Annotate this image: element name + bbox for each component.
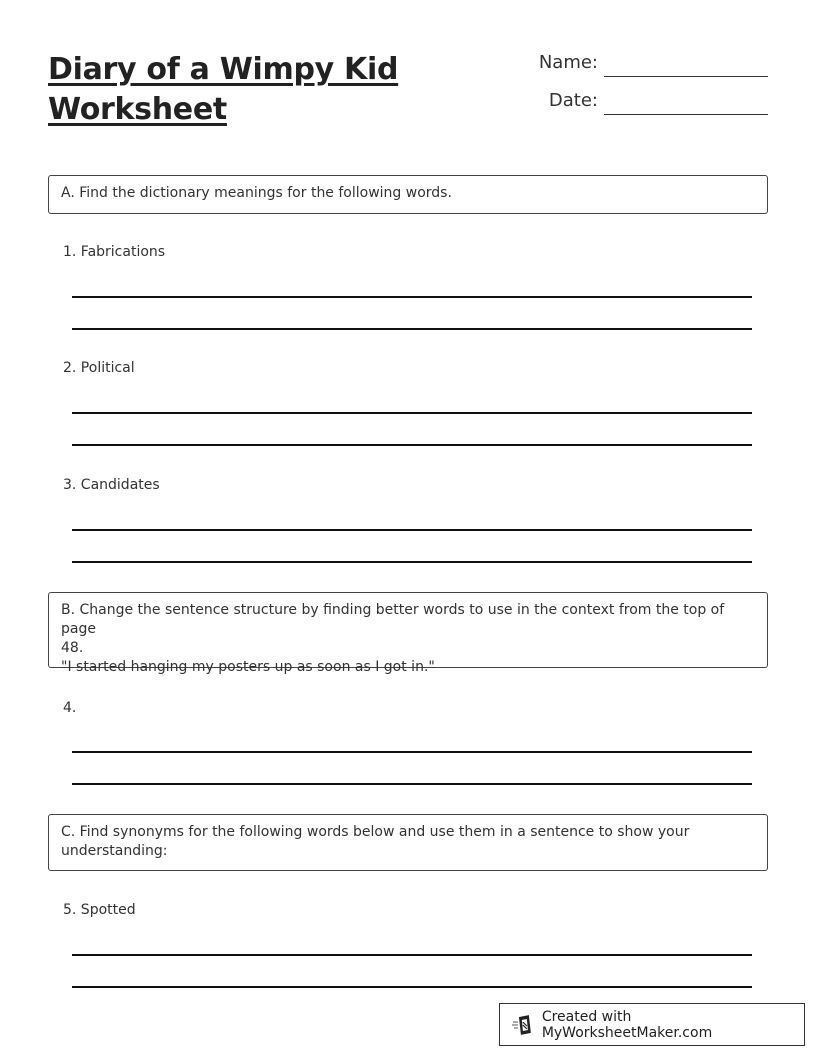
section-b-line-1: B. Change the sentence structure by finding better words to use in the context from the top of page: [61, 602, 725, 637]
worksheet-maker-logo-icon: [512, 1014, 534, 1036]
question-4-label: 4.: [63, 700, 77, 716]
date-label: Date:: [548, 90, 598, 111]
name-label: Name:: [538, 52, 598, 73]
answer-line-5b[interactable]: [72, 986, 752, 988]
footer-badge: [499, 1003, 805, 1046]
date-label-wrap: [500, 90, 598, 114]
section-c-line-1: C. Find synonyms for the following words below and use them in a sentence to show your: [61, 824, 690, 840]
question-3-label: 3. Candidates: [63, 477, 160, 493]
answer-line-2b[interactable]: [72, 444, 752, 446]
footer-text: Created with MyWorksheetMaker.com: [541, 1008, 713, 1041]
section-b-instruction: [48, 592, 768, 675]
answer-line-1b[interactable]: [72, 328, 752, 330]
name-field[interactable]: [604, 76, 768, 77]
date-field[interactable]: [604, 114, 768, 115]
question-2-label: 2. Political: [63, 360, 135, 376]
name-label-wrap: [500, 52, 598, 76]
section-c-line-2: understanding:: [61, 843, 168, 859]
section-c-instruction: [48, 814, 768, 871]
answer-line-2a[interactable]: [72, 412, 752, 414]
answer-line-3b[interactable]: [72, 561, 752, 563]
answer-line-1a[interactable]: [72, 296, 752, 298]
title-line-2: Worksheet: [48, 92, 227, 127]
section-b-line-2: 48.: [61, 640, 84, 656]
question-5-label: 5. Spotted: [63, 902, 136, 918]
answer-line-3a[interactable]: [72, 529, 752, 531]
answer-line-4b[interactable]: [72, 783, 752, 785]
title-line-1: Diary of a Wimpy Kid: [48, 52, 399, 87]
page-title: [48, 50, 398, 130]
section-a-instruction: [48, 175, 768, 214]
section-a-text: A. Find the dictionary meanings for the following words.: [61, 185, 452, 201]
answer-line-5a[interactable]: [72, 954, 752, 956]
question-1-label: 1. Fabrications: [63, 244, 166, 260]
answer-line-4a[interactable]: [72, 751, 752, 753]
section-b-quote: "I started hanging my posters up as soon as I got in.": [61, 659, 435, 675]
